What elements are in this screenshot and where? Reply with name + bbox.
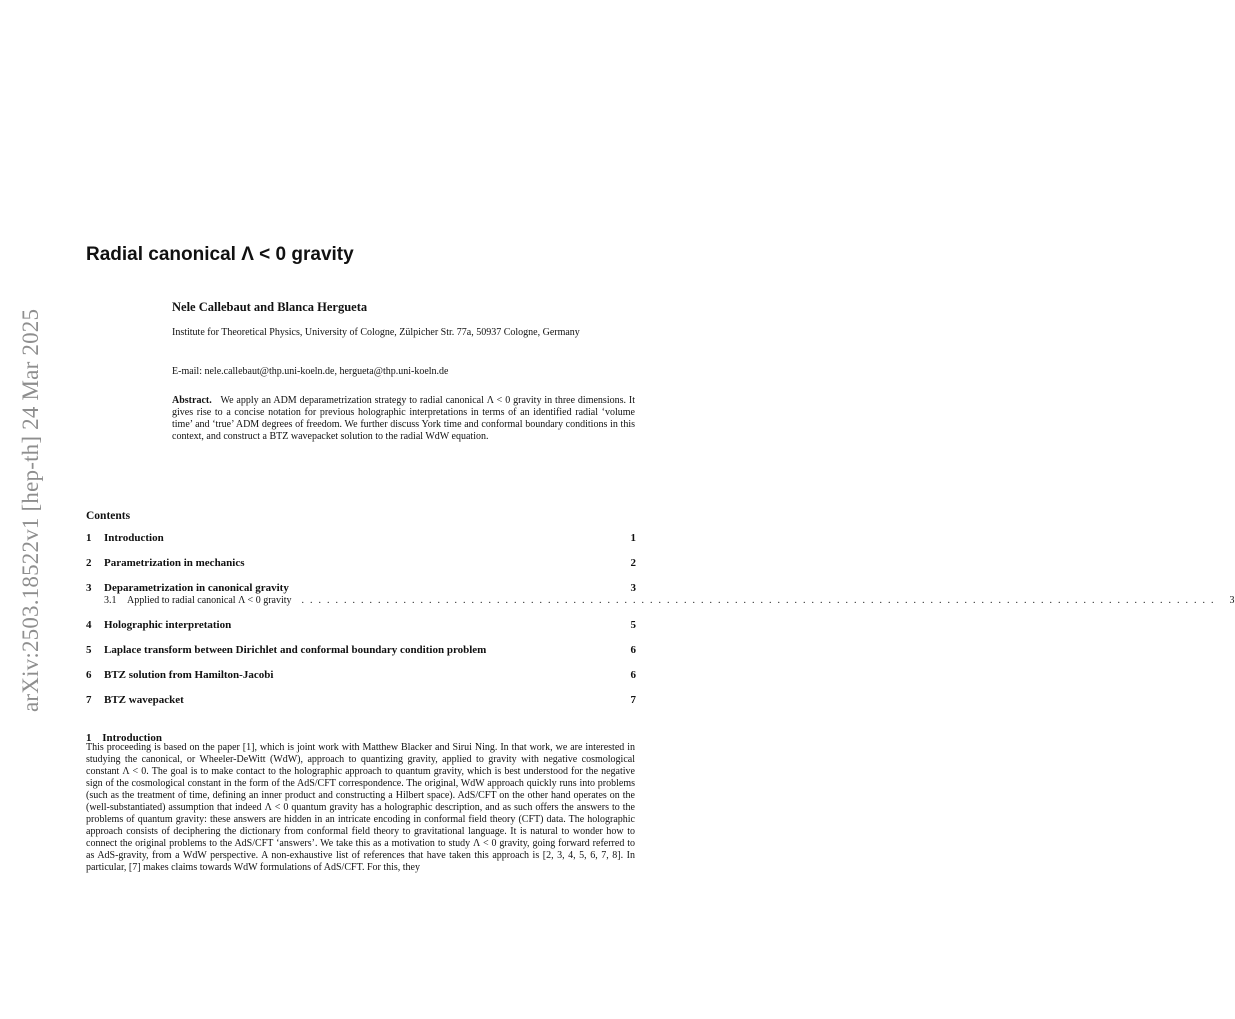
- paper-title: Radial canonical Λ < 0 gravity: [86, 244, 354, 265]
- toc-subentry: [86, 595, 1235, 607]
- toc-sub-title: Applied to radial canonical Λ < 0 gravity: [127, 595, 292, 606]
- introduction-text: This proceeding is based on the paper [1], which is joint work with Matthew Blacker and Sirui Ning. In that work, we are interested in studying the canonical, or Wheeler-DeWitt (WdW), approach to quantizing gravity, applied to gravity with negative cosmological constant Λ < 0. The goal is to make contact to the holographic approach to quantum gravity, which is best understood for the negative sign of the cosmological constant in the form of the AdS/CFT correspondence. The original, WdW approach quickly runs into problems (such as the treatment of time, defining an inner product and constructing a Hilbert space). AdS/CFT on the other hand operates on the (well-substantiated) assumption that indeed Λ < 0 quantum gravity has a holographic description, and as such offers the answers to the problems of quantum gravity: these answers are hidden in an intricate encoding in conformal field theory (CFT) data. The holographic approach consists of deciphering the dictionary from conformal field theory to gravitational language. It is natural to wonder how to connect the original problems to the AdS/CFT ‘answers’. We take this as a motivation to study Λ < 0 gravity, going forward referred to as AdS-gravity, from a WdW perspective. A non-exhaustive list of references that have taken this approach is [2, 3, 4, 5, 6, 7, 8]. In particular, [7] makes claims towards WdW formulations of AdS/CFT. For this, they: [86, 742, 635, 873]
- toc-number: 2: [86, 557, 92, 569]
- toc-entry: [86, 582, 1235, 607]
- toc-number: 6: [86, 669, 92, 681]
- abstract-label: Abstract.: [172, 395, 212, 406]
- toc-number: 3: [86, 582, 92, 594]
- toc-number: 1: [86, 532, 92, 544]
- toc-page: 2: [630, 557, 636, 569]
- introduction-title: Introduction: [102, 732, 162, 744]
- toc-entry: [86, 694, 636, 707]
- toc-entry: [86, 532, 636, 545]
- toc-page: 5: [630, 619, 636, 631]
- toc-title: Introduction: [104, 532, 164, 544]
- table-of-contents: [86, 532, 1235, 707]
- toc-title: Parametrization in mechanics: [104, 557, 245, 569]
- toc-number: 7: [86, 694, 92, 706]
- toc-entry: [86, 669, 636, 682]
- toc-entry: [86, 644, 636, 657]
- introduction-number: 1: [86, 732, 92, 744]
- toc-page: 1: [630, 532, 636, 544]
- toc-title: BTZ wavepacket: [104, 694, 184, 706]
- toc-page: 3: [630, 582, 636, 594]
- toc-dots: ............................................................................................................: [301, 595, 1220, 606]
- toc-title: Deparametrization in canonical gravity: [104, 582, 289, 594]
- paper-affiliation: Institute for Theoretical Physics, University of Cologne, Zülpicher Str. 77a, 50937 Cologne, Germany: [172, 327, 580, 338]
- paper-authors: Nele Callebaut and Blanca Hergueta: [172, 300, 368, 314]
- toc-sub-number: 3.1: [104, 595, 117, 606]
- toc-title: BTZ solution from Hamilton-Jacobi: [104, 669, 274, 681]
- toc-number: 4: [86, 619, 92, 631]
- toc-page: 6: [630, 644, 636, 656]
- arxiv-stamp: arXiv:2503.18522v1 [hep-th] 24 Mar 2025: [18, 308, 43, 712]
- paper-abstract: [172, 395, 635, 443]
- toc-title: Laplace transform between Dirichlet and conformal boundary condition problem: [104, 644, 487, 656]
- toc-entry: [86, 619, 636, 632]
- toc-page: 6: [630, 669, 636, 681]
- toc-entry: [86, 557, 636, 570]
- toc-title: Holographic interpretation: [104, 619, 232, 631]
- toc-sub-page: 3: [1229, 595, 1235, 606]
- toc-page: 7: [630, 694, 636, 706]
- abstract-text: We apply an ADM deparametrization strategy to radial canonical Λ < 0 gravity in three dimensions. It gives rise to a concise notation for previous holographic interpretations in terms of an identified radial ‘volume time’ and ‘true’ ADM degrees of freedom. We further discuss York time and conformal boundary conditions in this context, and construct a BTZ wavepacket solution to the radial WdW equation.: [172, 395, 635, 442]
- paper-email: E-mail: nele.callebaut@thp.uni-koeln.de, hergueta@thp.uni-koeln.de: [172, 366, 449, 377]
- contents-heading: Contents: [86, 510, 131, 522]
- toc-number: 5: [86, 644, 92, 656]
